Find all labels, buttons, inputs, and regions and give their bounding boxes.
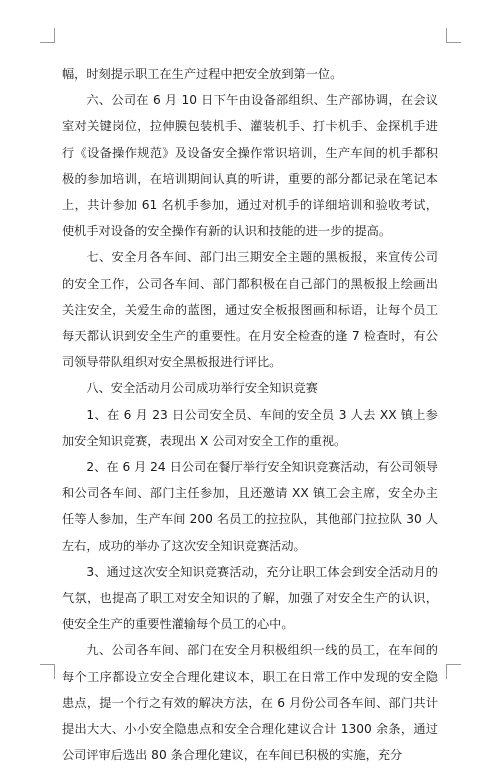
paragraph-item-8-point-3: 3、通过这次安全知识竞赛活动，充分让职工体会到安全活动月的气氛，也提高了职工对安全知识的了解，加强了对安全生产的认识，使安全生产的重要性灌输每个员工的心中。: [62, 564, 438, 632]
page-corner-mark-bottom-left: [40, 664, 55, 679]
paragraph-continued: 幅，时刻提示职工在生产过程中把安全放到第一位。: [62, 67, 343, 81]
paragraph-item-8-point-1: 1、在 6 月 23 日公司安全员、车间的安全员 3 人去 XX 镇上参加安全知识竞赛，表现出 X 公司对安全工作的重视。: [62, 407, 438, 448]
paragraph-item-7-blackboard: 七、安全月各车间、部门出三期安全主题的黑板报，来宣传公司的安全工作，公司各车间、部门都积极在自己部门的黑板报上绘画出关注安全，关爱生命的蓝图，通过安全板报图画和标语，让每个员工每天都认识到安全生产的重要性。在月安全检查的逢 7 检查时，有公司领导带队组织对安全黑板报进行评比。: [62, 250, 438, 370]
paragraph-item-8-point-2: 2、在 6 月 24 日公司在餐厅举行安全知识竞赛活动，有公司领导和公司各车间、部门主任参加，且还邀请 XX 镇工会主席，安全办主任等人参加，生产车间 200 名员工的拉拉队，其他部门拉拉队 30 人左右，成功的举办了这次安全知识竞赛活动。: [62, 460, 438, 553]
page-corner-mark-top-left: [40, 28, 55, 43]
section-heading-item-8-quiz: 八、安全活动月公司成功举行安全知识竞赛: [86, 381, 318, 396]
paragraph-item-6-equipment-training: 六、公司在 6 月 10 日下午由设备部组织、生产部协调，在会议室对关键岗位，拉伸膜包装机手、灌装机手、打卡机手、金探机手进行《设备操作规范》及设备安全操作常识培训，生产车间的机手都积极的参加培训，在培训期间认真的听讲，重要的部分都记录在笔记本上，共计参加 61 名机手参加，通过对机手的详细培训和验收考试，使机手对设备的安全操作有新的认识和技能的进一步的提高。: [62, 93, 438, 239]
document-body: [62, 61, 438, 768]
page-corner-mark-top-right: [446, 28, 461, 43]
paragraph-item-9-suggestions: 九、公司各车间、部门在安全月积极组织一线的员工，在车间的每个工序都设立安全合理化建议本，职工在日常工作中发现的安全隐患点，提一个行之有效的解决方法，在 6 月份公司各车间、部门共计提出大大、小小安全隐患点和安全合理化建议合计 1300 余条，通过公司评审后选出 80 条合理化建议，在车间已积极的实施，充分: [62, 643, 438, 763]
page-corner-mark-bottom-right: [446, 664, 461, 679]
